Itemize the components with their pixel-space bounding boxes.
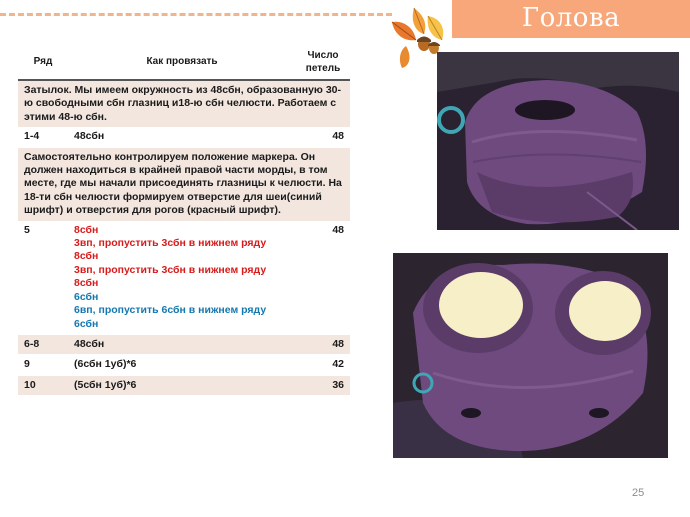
neck-instruction-line: 6сбн [74,290,99,303]
row-stitch-count: 48 [332,130,344,143]
horn-instruction-line: 3вп, пропустить 3сбн в нижнем ряду [74,263,267,276]
row-instruction [68,221,296,335]
horn-instruction-line: 8сбн [74,277,99,290]
row-stitch-count: 48 [332,337,344,350]
table-row [18,375,350,395]
table-row [18,221,350,335]
title-banner [452,0,690,38]
row-stitch-count: 42 [332,358,344,371]
page-title: Голова [521,3,621,33]
page-number: 25 [632,487,645,499]
dashed-header-line [0,13,392,16]
horn-instruction-line: 8сбн [74,223,99,236]
row-number: 5 [24,223,30,236]
crochet-head-front-photo [393,253,668,458]
table-row [18,127,350,147]
intro-note: Затылок. Мы имеем окружность из 48сбн, образованную 30-ю свободными сбн глазниц и18-ю сбн челюсти. Работаем с этими 48-ю сбн. [24,84,341,123]
horn-instruction-line: 8сбн [74,250,99,263]
table-row [18,355,350,375]
mid-note: Самостоятельно контролируем положение маркера. Он должен находиться в крайней правой части морды, в том месте, где мы начали присоединять глазницы к челюсти. На 18-ти сбн челюсти формируем отверстие для шеи(синий шрифт) и отверстия для рогов (красный шрифт). [24,150,342,217]
row-number: 6-8 [24,337,40,350]
row-instruction: 48сбн [74,337,105,350]
row-instruction: (5сбн 1уб)*6 [74,378,137,391]
row-number: 9 [24,358,30,371]
row-instruction: 48сбн [74,130,105,143]
table-header-row [18,45,350,80]
row-stitch-count: 36 [332,378,344,391]
row-number: 1-4 [24,130,40,143]
row-number: 10 [24,378,36,391]
neck-instruction-line: 6сбн [74,317,99,330]
horn-instruction-line: 3вп, пропустить 3сбн в нижнем ряду [74,237,267,250]
mid-note-row [18,147,350,221]
pattern-table [18,45,350,396]
neck-instruction-line: 6вп, пропустить 6сбн в нижнем ряду [74,304,267,317]
table-row [18,334,350,354]
row-instruction: (6сбн 1уб)*6 [74,358,137,371]
intro-note-row [18,80,350,127]
header-count-label: Число петель [305,49,341,74]
crochet-head-back-photo [437,52,679,230]
header-how-label: Как провязать [146,56,218,68]
header-row-label: Ряд [33,56,53,68]
row-stitch-count: 48 [332,223,344,236]
